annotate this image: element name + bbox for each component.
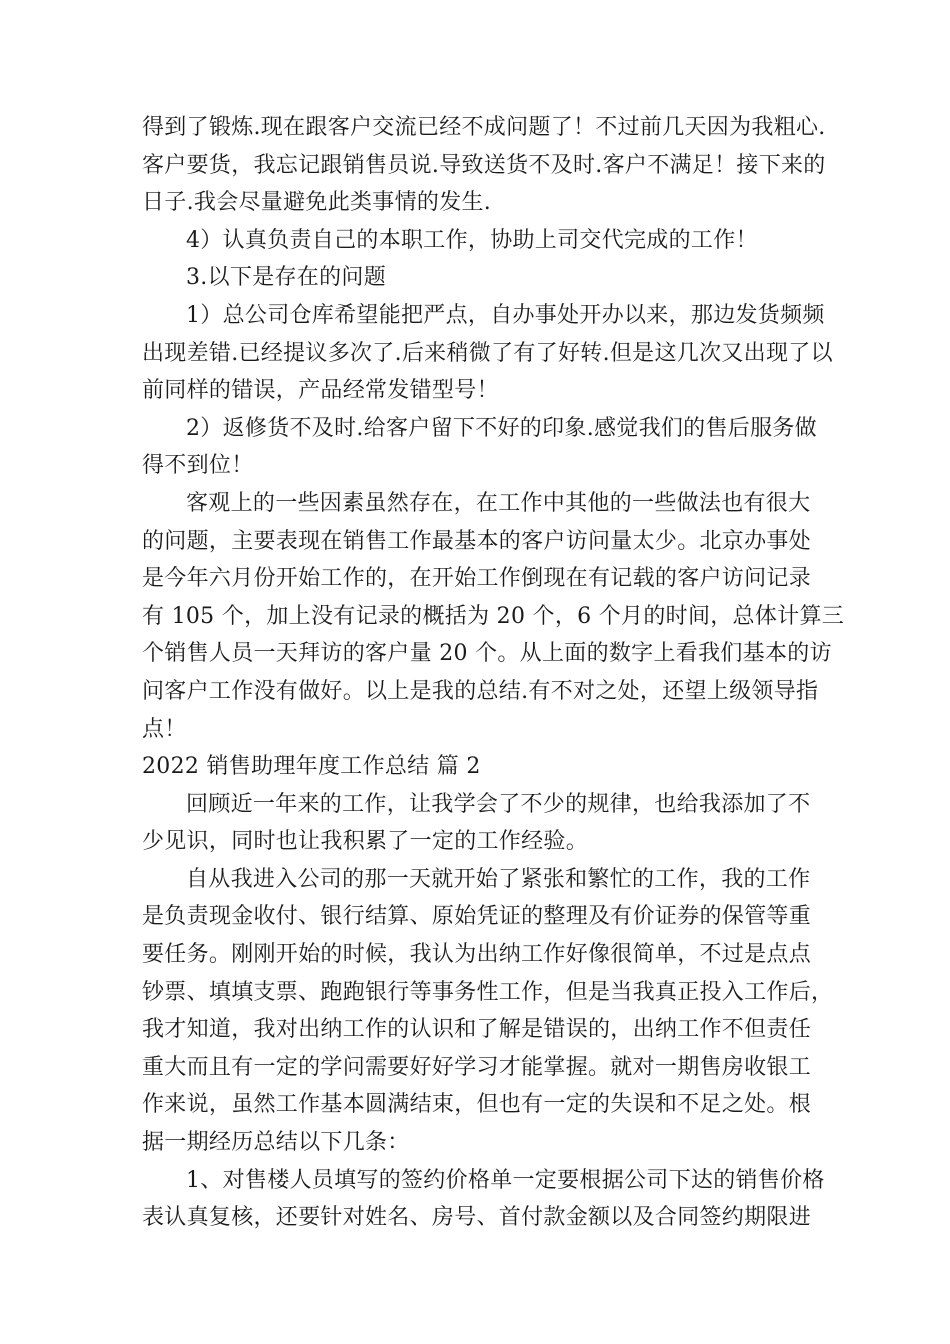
text-line: 客观上的一些因素虽然存在，在工作中其他的一些做法也有很大 <box>186 490 811 516</box>
text-line: 日子.我会尽量避免此类事情的发生. <box>142 190 492 216</box>
text-line: 4）认真负责自己的本职工作，协助上司交代完成的工作！ <box>186 227 758 253</box>
text-line: 客户要货，我忘记跟销售员说.导致送货不及时.客户不满足！接下来的 <box>142 152 826 178</box>
text-line: 少见识，同时也让我积累了一定的工作经验。 <box>142 829 589 855</box>
text-line: 是负责现金收付、银行结算、原始凭证的整理及有价证券的保管等重 <box>142 904 812 930</box>
text-line: 表认真复核，还要针对姓名、房号、首付款金额以及合同签约期限进 <box>142 1205 812 1231</box>
text-line: 的问题，主要表现在销售工作最基本的客户访问量太少。北京办事处 <box>142 528 812 554</box>
text-line: 作来说，虽然工作基本圆满结束，但也有一定的失误和不足之处。根 <box>142 1092 812 1118</box>
text-line: 1）总公司仓库希望能把严点，自办事处开办以来，那边发货频频 <box>186 302 825 328</box>
text-line: 问客户工作没有做好。以上是我的总结.有不对之处，还望上级领导指 <box>142 678 819 704</box>
text-line: 据一期经历总结以下几条： <box>142 1130 410 1156</box>
document-body <box>142 109 845 1237</box>
text-line: 点！ <box>142 716 187 742</box>
text-line: 我才知道，我对出纳工作的认识和了解是错误的，出纳工作不但责任 <box>142 1017 812 1043</box>
text-line: 回顾近一年来的工作，让我学会了不少的规律，也给我添加了不 <box>186 791 811 817</box>
text-line: 有 105 个，加上没有记录的概括为 20 个，6 个月的时间，总体计算三 <box>142 603 845 629</box>
text-line: 出现差错.已经提议多次了.后来稍微了有了好转.但是这几次又出现了以 <box>142 340 833 366</box>
text-line: 1、对售楼人员填写的签约价格单一定要根据公司下达的销售价格 <box>186 1167 825 1193</box>
text-line: 3.以下是存在的问题 <box>186 265 386 291</box>
text-line: 个销售人员一天拜访的客户量 20 个。从上面的数字上看我们基本的访 <box>142 641 832 667</box>
text-line: 得到了锻炼.现在跟客户交流已经不成问题了！不过前几天因为我粗心. <box>142 115 826 140</box>
text-line: 得不到位！ <box>142 453 254 479</box>
text-line: 2）返修货不及时.给客户留下不好的印象.感觉我们的售后服务做 <box>186 415 817 441</box>
text-line: 自从我进入公司的那一天就开始了紧张和繁忙的工作，我的工作 <box>186 866 811 892</box>
text-line: 前同样的错误，产品经常发错型号！ <box>142 378 499 404</box>
text-line: 重大而且有一定的学问需要好好学习才能掌握。就对一期售房收银工 <box>142 1054 812 1080</box>
text-line: 是今年六月份开始工作的，在开始工作倒现在有记载的客户访问记录 <box>142 566 812 592</box>
text-line: 钞票、填填支票、跑跑银行等事务性工作，但是当我真正投入工作后， <box>142 979 834 1005</box>
text-line: 2022 销售助理年度工作总结 篇 2 <box>142 754 481 780</box>
text-line: 要任务。刚刚开始的时候，我认为出纳工作好像很简单，不过是点点 <box>142 942 812 968</box>
